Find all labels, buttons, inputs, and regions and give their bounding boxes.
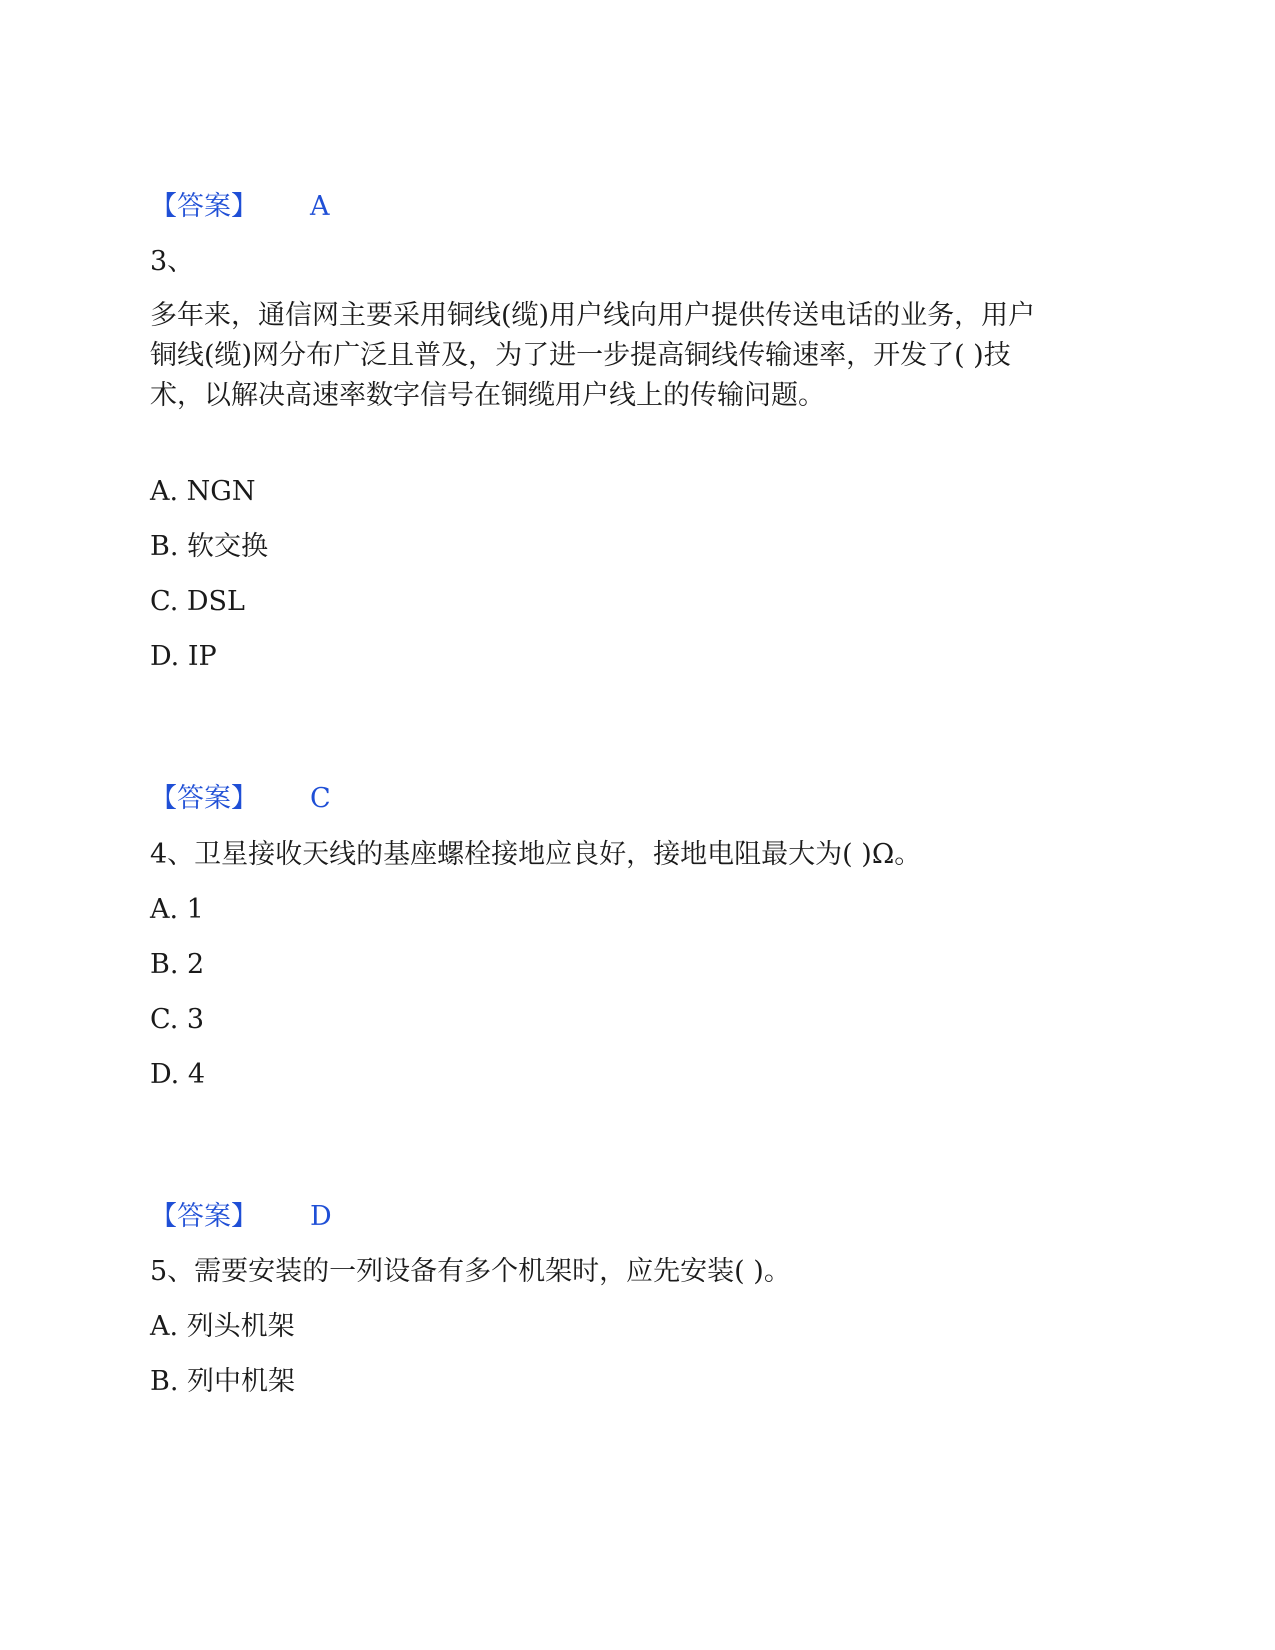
- option-b-q5: B. 列中机架: [150, 1366, 296, 1397]
- answer-row-q2: [150, 190, 330, 224]
- option-a-q3: A. NGN: [150, 476, 256, 507]
- option-b-q3: B. 软交换: [150, 531, 269, 562]
- answer-value: D: [310, 1201, 332, 1232]
- question-text-q3: [150, 296, 1130, 416]
- question-text-q5: 5、需要安装的一列设备有多个机架时，应先安装( )。: [150, 1256, 791, 1287]
- question-text-line: 铜线(缆)网分布广泛且普及，为了进一步提高铜线传输速率，开发了( )技: [150, 340, 1011, 371]
- answer-value: C: [310, 783, 331, 814]
- answer-label: 【答案】: [150, 191, 258, 222]
- option-b-q4: B. 2: [150, 949, 205, 980]
- question-text-line: 多年来，通信网主要采用铜线(缆)用户线向用户提供传送电话的业务，用户: [150, 300, 1036, 331]
- answer-row-q4: [150, 1200, 332, 1234]
- option-c-q3: C. DSL: [150, 586, 245, 617]
- answer-label: 【答案】: [150, 1201, 258, 1232]
- option-c-q4: C. 3: [150, 1004, 205, 1035]
- answer-row-q3: [150, 782, 331, 816]
- option-d-q4: D. 4: [150, 1059, 206, 1090]
- option-a-q4: A. 1: [150, 894, 204, 925]
- answer-value: A: [310, 191, 330, 222]
- question-text-q4: 4、卫星接收天线的基座螺栓接地应良好，接地电阻最大为( )Ω。: [150, 839, 922, 870]
- option-d-q3: D. IP: [150, 641, 217, 672]
- option-a-q5: A. 列头机架: [150, 1311, 295, 1342]
- question-number-q3: 3、: [150, 246, 195, 277]
- answer-label: 【答案】: [150, 783, 258, 814]
- question-text-line: 术，以解决高速率数字信号在铜缆用户线上的传输问题。: [150, 380, 825, 411]
